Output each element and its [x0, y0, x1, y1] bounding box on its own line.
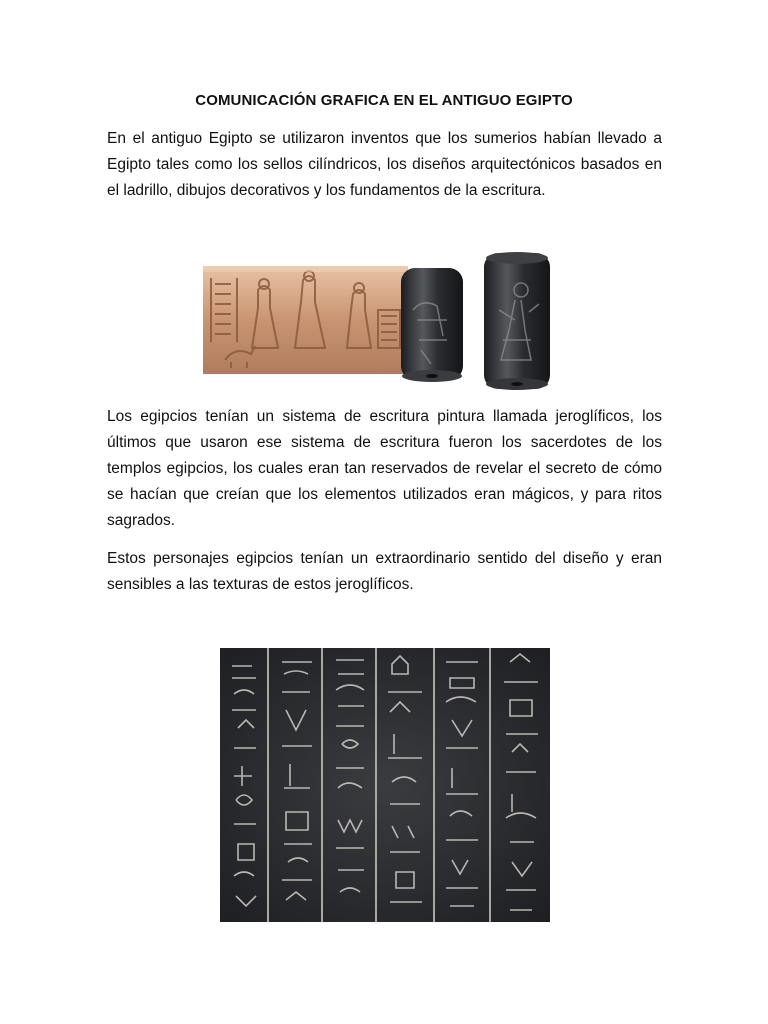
paragraph-intro: En el antiguo Egipto se utilizaron inventos que los sumerios habían llevado a Egipto tales como los sellos cilíndricos, los diseños arquitectónicos basados en el ladrillo, dibujos decorativos y los fundamentos de la escritura.: [107, 130, 662, 199]
page-title: COMUNICACIÓN GRAFICA EN EL ANTIGUO EGIPTO: [195, 92, 573, 109]
cylinder-seal-left: [401, 268, 463, 380]
cylinder-seal-right: [484, 253, 550, 389]
paragraph-design: Estos personajes egipcios tenían un extraordinario sentido del diseño y eran sensibles a las texturas de estos jeroglíficos.: [107, 550, 662, 593]
paragraph-hieroglyphs: Los egipcios tenían un sistema de escritura pintura llamada jeroglíficos, los últimos que usaron ese sistema de escritura fueron los sacerdotes de los templos egipcios, los cuales eran tan reservados de revelar el secreto de cómo se hacían que creían que los elementos utilizados eran mágicos, y para ritos sagrados.: [107, 408, 662, 529]
cylinder-seals-image: [203, 250, 559, 392]
hieroglyphs-stone-image: [220, 648, 550, 922]
